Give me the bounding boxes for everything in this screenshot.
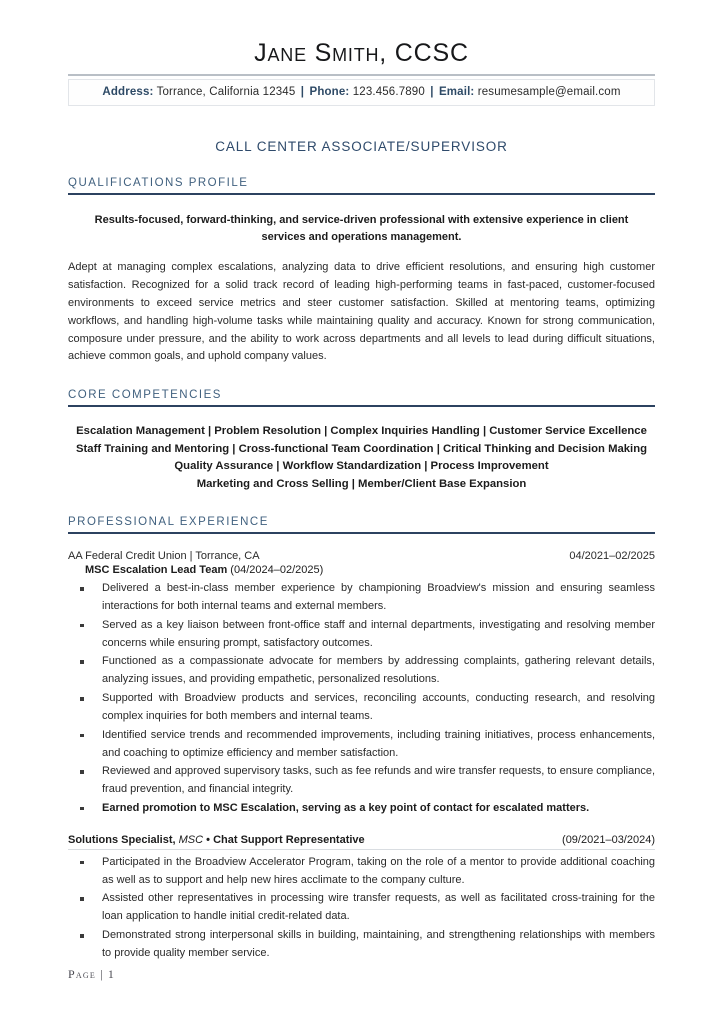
role-line [68,564,655,576]
responsibility-item: Demonstrated strong interpersonal skills in building, maintaining, and strengthening relationships with members to provide quality member service. [68,927,655,963]
qualifications-lead: Results-focused, forward-thinking, and service-driven professional with extensive experience in client services and operations management. [94,214,629,244]
responsibility-item: Supported with Broadview products and services, reconciling accounts, conducting research, and resolving complex inquiries for both members and internal teams. [68,690,655,726]
section-heading-experience: PROFESSIONAL EXPERIENCE [68,516,269,529]
section-rule-competencies [68,405,655,407]
responsibility-item-highlight: Earned promotion to MSC Escalation, serving as a key point of contact for escalated matters. [68,800,655,818]
address-value: Torrance, California 12345 [156,86,296,99]
name-divider [68,74,655,76]
responsibility-item: Participated in the Broadview Accelerator Program, taking on the role of a mentor to provide additional coaching as well as to support and help new hires acclimate to the company culture. [68,854,655,890]
responsibility-list [68,854,655,963]
responsibility-item: Served as a key liaison between front-office staff and internal departments, investigating and resolving member concerns while ensuring prompt, satisfactory outcomes. [68,617,655,653]
section-rule-experience [68,532,655,534]
responsibility-item: Functioned as a compassionate advocate for members by addressing complaints, gathering relevant details, analyzing issues, and providing empathetic, personalized resolutions. [68,653,655,689]
competency-line: Escalation Management | Problem Resolution | Complex Inquiries Handling | Customer Service Excellence [76,425,647,438]
role-title-prefix: Solutions Specialist, [68,833,176,846]
role-dates: (09/2021–03/2024) [562,833,655,846]
address-label: Address: [102,86,154,99]
contact-separator-1: | [300,86,305,99]
experience-entry-2 [68,834,655,963]
competency-line: Marketing and Cross Selling | Member/Client Base Expansion [196,477,527,490]
role-line [68,834,655,850]
responsibility-item: Assisted other representatives in processing wire transfer requests, as well as facilitated cross-training for the loan application to handle initial credit-related data. [68,890,655,926]
email-label: Email: [438,86,475,99]
experience-entry-1 [68,550,655,818]
employment-dates: 04/2021–02/2025 [569,550,655,563]
responsibility-item: Delivered a best-in-class member experience by championing Broadview's mission and ensuring seamless interactions for both internal teams and external members. [68,580,655,616]
contact-separator-2: | [430,86,434,99]
role-title-suffix: • Chat Support Representative [206,833,365,846]
target-job-title: CALL CENTER ASSOCIATE/SUPERVISOR [215,139,508,155]
phone-value: 123.456.7890 [352,86,425,99]
role-dates: (04/2024–02/2025) [230,564,324,577]
responsibility-list [68,580,655,818]
qualifications-paragraph: Adept at managing complex escalations, analyzing data to drive efficient resolutions, and ensuring high customer satisfaction. Recognized for a solid track record of leading high-performing teams in fast-paced, customer-focused environments to exceed service metrics and steer customer satisfaction. Skilled at mentoring teams, optimizing workflows, and handling high-volume tasks while maintaining quality and accuracy. Known for strong communication, composure under pressure, and the ability to work across departments and all levels to lead during difficult situations, achieve common goals, and uphold company values. [68,261,655,363]
role-title [68,834,365,846]
section-rule-qualifications [68,193,655,195]
section-heading-competencies: CORE COMPETENCIES [68,389,222,402]
candidate-name: Jane Smith, CCSC [254,39,469,67]
employer-name: AA Federal Credit Union | Torrance, CA [68,550,260,563]
phone-label: Phone: [309,86,350,99]
competency-line: Staff Training and Mentoring | Cross-functional Team Coordination | Critical Thinking and Decision Making [76,442,647,455]
competencies-list [68,423,655,493]
page-footer: Page | 1 [68,967,116,981]
responsibility-item: Identified service trends and recommended improvements, including training initiatives, process enhancements, and coaching to optimize efficiency and member satisfaction. [68,727,655,763]
employer-line [68,550,655,562]
email-value: resumesample@email.com [477,86,621,99]
responsibility-item: Reviewed and approved supervisory tasks, such as fee refunds and wire transfer requests, to ensure compliance, fraud prevention, and financial integrity. [68,763,655,799]
role-title-department: MSC [178,833,204,846]
role-title: MSC Escalation Lead Team [85,564,228,577]
section-heading-qualifications: QUALIFICATIONS PROFILE [68,177,249,190]
contact-bar [68,79,655,106]
competency-line: Quality Assurance | Workflow Standardization | Process Improvement [174,460,549,473]
